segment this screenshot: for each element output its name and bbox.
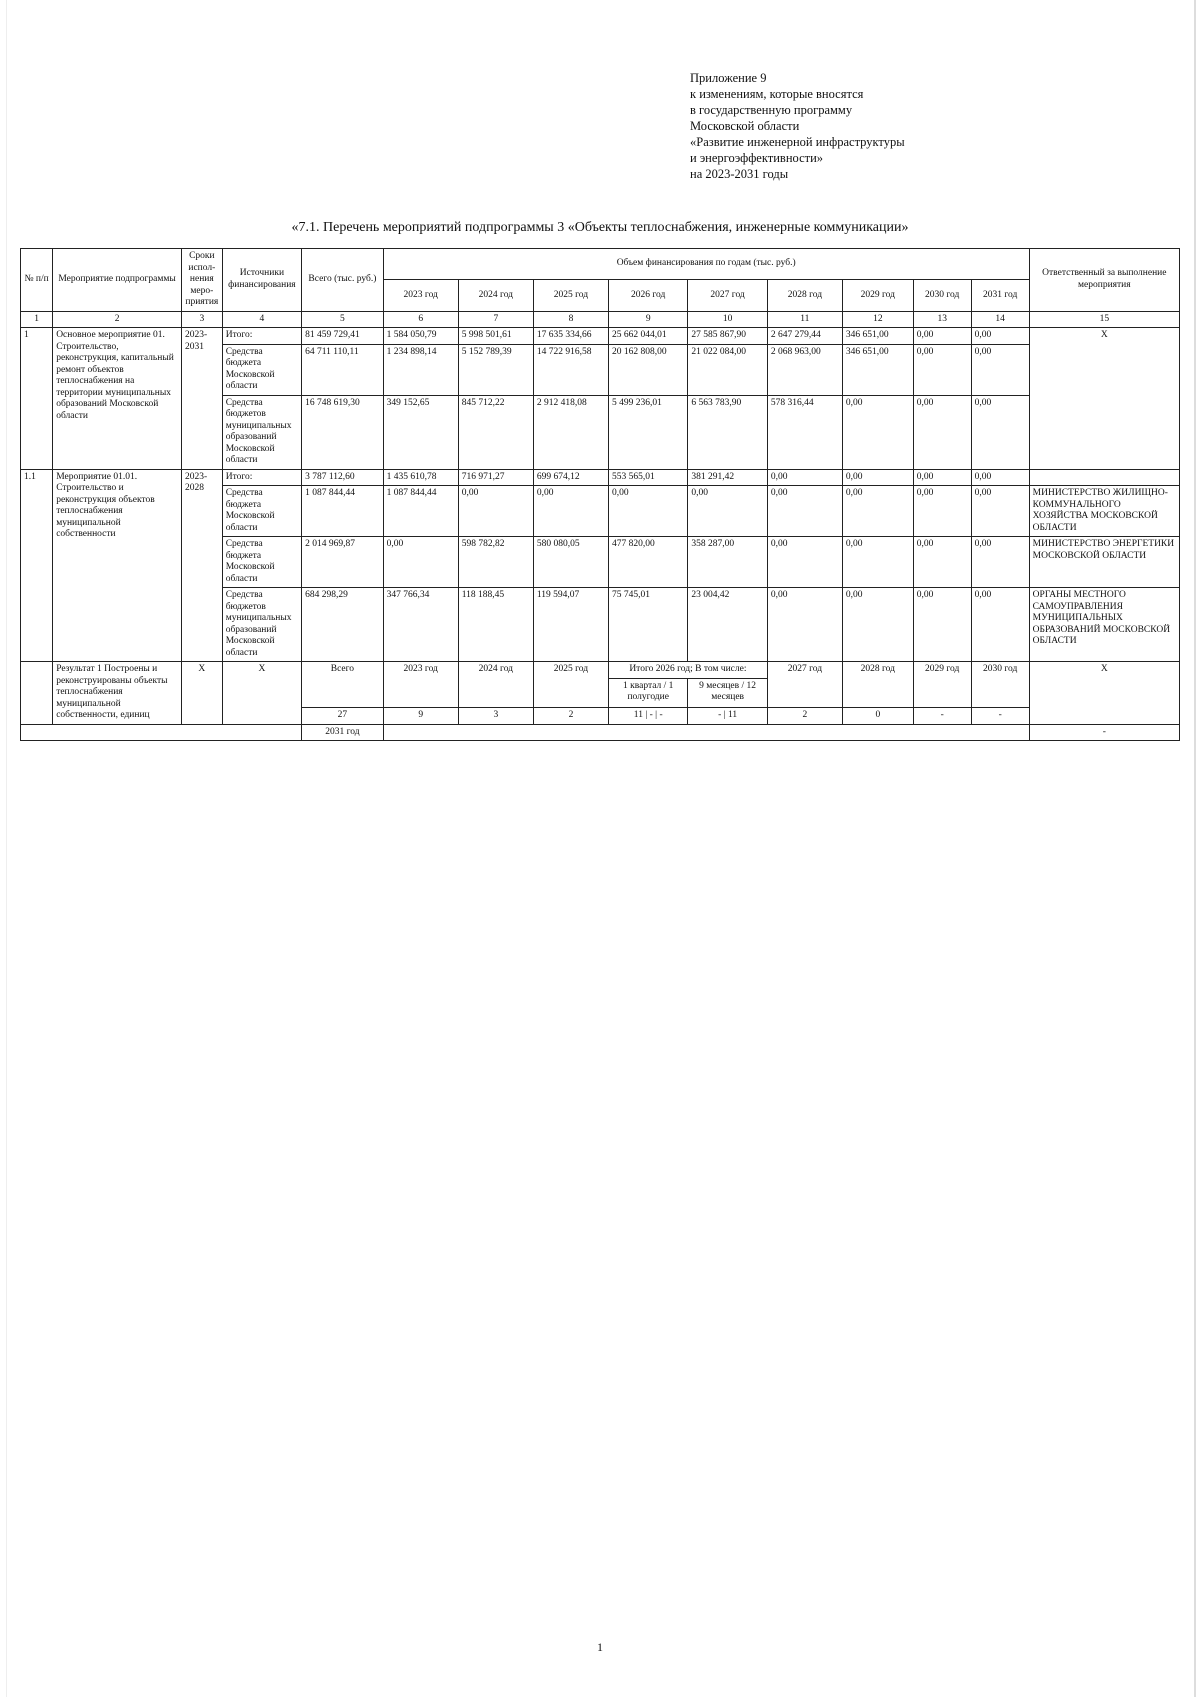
row-year-value: 27 585 867,90	[688, 328, 767, 345]
table-header-row	[21, 249, 1180, 280]
row-year-value: 0,00	[913, 344, 971, 395]
header-source: Источники финансирования	[222, 249, 301, 312]
row-year-value: 346 651,00	[842, 344, 913, 395]
row-year-value: 0,00	[913, 588, 971, 662]
column-number: 11	[767, 311, 842, 328]
appendix-line: и энергоэффективности»	[690, 151, 824, 165]
scan-edge	[6, 0, 7, 1697]
result-header-year: 2024 год	[458, 662, 533, 708]
result-total: 27	[302, 707, 384, 724]
row-year-value: 0,00	[913, 469, 971, 486]
row-year-value: 580 080,05	[533, 537, 608, 588]
table-row	[21, 328, 1180, 345]
header-year: 2028 год	[767, 280, 842, 311]
result-year-value: 2	[533, 707, 608, 724]
result-year-value: 0	[842, 707, 913, 724]
result-year-value: 2	[767, 707, 842, 724]
header-num: № п/п	[21, 249, 53, 312]
result-year-value: -	[913, 707, 971, 724]
header-total: Всего (тыс. руб.)	[302, 249, 384, 312]
result-header-2026: Итого 2026 год; В том числе:	[609, 662, 768, 679]
row-source: Средства бюджетов муниципальных образований Московской области	[222, 588, 301, 662]
row-source: Итого:	[222, 469, 301, 486]
row-year-value: 0,00	[971, 328, 1029, 345]
row-total: 16 748 619,30	[302, 395, 384, 469]
row-year-value: 0,00	[913, 486, 971, 537]
row-year-value: 2 647 279,44	[767, 328, 842, 345]
result-header-m9: 9 месяцев	[699, 680, 740, 691]
column-number: 13	[913, 311, 971, 328]
row-total: 1 087 844,44	[302, 486, 384, 537]
appendix-line: Московской области	[690, 119, 800, 133]
row-year-value: 0,00	[533, 486, 608, 537]
result-header-year: 2029 год	[913, 662, 971, 708]
row-year-value: 1 435 610,78	[383, 469, 458, 486]
result-header-year: 2025 год	[533, 662, 608, 708]
result-q1: -	[649, 709, 653, 720]
result-responsible: Х	[1029, 662, 1179, 725]
result-header-m12: 12 месяцев	[711, 680, 757, 703]
result-header-year: 2030 год	[971, 662, 1029, 708]
result-header-quarters: 1 квартал / 1 полугодие	[609, 678, 688, 707]
column-number: 15	[1029, 311, 1179, 328]
row-year-value: 0,00	[971, 395, 1029, 469]
row-event: Мероприятие 01.01. Строительство и реконструкция объектов теплоснабжения муниципальной собственности	[53, 469, 182, 662]
result-2031-row	[21, 724, 1180, 741]
row-total: 2 014 969,87	[302, 537, 384, 588]
row-num	[21, 662, 53, 725]
row-year-value: 1 087 844,44	[383, 486, 458, 537]
result-header-months: 9 месяцев / 12 месяцев	[688, 678, 767, 707]
column-number: 7	[458, 311, 533, 328]
row-year-value: 346 651,00	[842, 328, 913, 345]
appendix-header	[690, 70, 1160, 182]
header-year: 2025 год	[533, 280, 608, 311]
row-year-value: 0,00	[971, 344, 1029, 395]
row-year-value: 0,00	[458, 486, 533, 537]
page-title: «7.1. Перечень мероприятий подпрограммы 3 «Объекты теплоснабжения, инженерные коммуникации»	[291, 220, 909, 235]
row-responsible: Х	[1029, 328, 1179, 470]
row-year-value: 0,00	[842, 395, 913, 469]
row-year-value: 358 287,00	[688, 537, 767, 588]
result-header-year: 2027 год	[767, 662, 842, 708]
row-year-value: 0,00	[767, 486, 842, 537]
row-responsible: МИНИСТЕРСТВО ЖИЛИЩНО-КОММУНАЛЬНОГО ХОЗЯЙСТВА МОСКОВСКОЙ ОБЛАСТИ	[1029, 486, 1179, 537]
row-year-value: 14 722 916,58	[533, 344, 608, 395]
row-year-value: 20 162 808,00	[609, 344, 688, 395]
row-year-value: 0,00	[913, 395, 971, 469]
row-responsible: ОРГАНЫ МЕСТНОГО САМОУПРАВЛЕНИЯ МУНИЦИПАЛЬНЫХ ОБРАЗОВАНИЙ МОСКОВСКОЙ ОБЛАСТИ	[1029, 588, 1179, 662]
result-2026-values: 11 | - | -	[609, 707, 688, 724]
spacer-cell	[21, 724, 302, 741]
row-responsible	[1029, 469, 1179, 486]
result-y2030: -	[998, 709, 1002, 720]
row-year-value: 845 712,22	[458, 395, 533, 469]
row-year-value: 716 971,27	[458, 469, 533, 486]
row-year-value: 0,00	[971, 588, 1029, 662]
row-event: Основное мероприятие 01. Строительство, реконструкция, капитальный ремонт объектов теплоснабжения на территории муниципальных образований Московской области	[53, 328, 182, 470]
column-number: 10	[688, 311, 767, 328]
row-source: Средства бюджета Московской области	[222, 344, 301, 395]
row-total: 64 711 110,11	[302, 344, 384, 395]
row-year-value: 6 563 783,90	[688, 395, 767, 469]
result-header-total: Всего	[302, 662, 384, 708]
row-year-value: 0,00	[971, 486, 1029, 537]
result-h1: -	[659, 709, 663, 720]
appendix-line: Приложение 9	[690, 71, 767, 85]
column-number: 9	[609, 311, 688, 328]
row-terms: 2023-2028	[181, 469, 222, 662]
header-year: 2027 год	[688, 280, 767, 311]
row-terms: 2023-2031	[181, 328, 222, 470]
page-number: 1	[597, 1640, 603, 1654]
row-total: 684 298,29	[302, 588, 384, 662]
column-number: 12	[842, 311, 913, 328]
row-year-value: 5 998 501,61	[458, 328, 533, 345]
appendix-line: «Развитие инженерной инфраструктуры	[690, 135, 905, 149]
row-source: Средства бюджета Московской области	[222, 537, 301, 588]
column-number: 5	[302, 311, 384, 328]
row-year-value: 0,00	[383, 537, 458, 588]
appendix-line: к изменениям, которые вносятся	[690, 87, 864, 101]
row-year-value: 0,00	[842, 537, 913, 588]
result-year-value: 3	[458, 707, 533, 724]
events-table	[20, 248, 1180, 741]
header-year: 2031 год	[971, 280, 1029, 311]
row-year-value: 0,00	[971, 537, 1029, 588]
row-year-value: 0,00	[609, 486, 688, 537]
row-source: Средства бюджета Московской области	[222, 486, 301, 537]
result-header-q1: 1 квартал	[623, 680, 662, 691]
row-year-value: 0,00	[688, 486, 767, 537]
column-number: 4	[222, 311, 301, 328]
header-terms: Сроки испол-нения меро-приятия	[181, 249, 222, 312]
column-number: 8	[533, 311, 608, 328]
row-source: Итого:	[222, 328, 301, 345]
spacer-cell	[383, 724, 1029, 741]
header-volume: Объем финансирования по годам (тыс. руб.)	[383, 249, 1029, 280]
table-row	[21, 469, 1180, 486]
row-year-value: 0,00	[842, 469, 913, 486]
row-responsible: МИНИСТЕРСТВО ЭНЕРГЕТИКИ МОСКОВСКОЙ ОБЛАСТИ	[1029, 537, 1179, 588]
header-responsible: Ответственный за выполнение мероприятия	[1029, 249, 1179, 312]
events-table-wrapper	[20, 248, 1180, 741]
column-number: 2	[53, 311, 182, 328]
result-itogo2026: 11	[633, 709, 643, 720]
result-header-itogo2026: Итого 2026 год	[629, 664, 691, 674]
row-year-value: 699 674,12	[533, 469, 608, 486]
row-year-value: 5 152 789,39	[458, 344, 533, 395]
row-year-value: 0,00	[971, 469, 1029, 486]
row-year-value: 553 565,01	[609, 469, 688, 486]
header-year: 2024 год	[458, 280, 533, 311]
row-year-value: 118 188,45	[458, 588, 533, 662]
column-number: 6	[383, 311, 458, 328]
header-year: 2030 год	[913, 280, 971, 311]
row-year-value: 578 316,44	[767, 395, 842, 469]
row-year-value: 0,00	[767, 588, 842, 662]
row-year-value: 119 594,07	[533, 588, 608, 662]
result-header-row	[21, 662, 1180, 679]
column-number: 14	[971, 311, 1029, 328]
row-year-value: 75 745,01	[609, 588, 688, 662]
row-year-value: 5 499 236,01	[609, 395, 688, 469]
row-year-value: 0,00	[767, 537, 842, 588]
column-numbers-row	[21, 311, 1180, 328]
row-num: 1.1	[21, 469, 53, 662]
row-year-value: 349 152,65	[383, 395, 458, 469]
row-year-value: 598 782,82	[458, 537, 533, 588]
column-number: 3	[181, 311, 222, 328]
row-num: 1	[21, 328, 53, 470]
column-number: 1	[21, 311, 53, 328]
result-m12: 11	[727, 709, 738, 720]
row-year-value: 477 820,00	[609, 537, 688, 588]
result-header-year: 2031 год	[302, 724, 384, 741]
result-header-year: 2028 год	[842, 662, 913, 708]
row-year-value: 23 004,42	[688, 588, 767, 662]
row-year-value: 381 291,42	[688, 469, 767, 486]
row-year-value: 0,00	[913, 328, 971, 345]
result-year-value: 9	[383, 707, 458, 724]
row-year-value: 21 022 084,00	[688, 344, 767, 395]
result-year-value: -	[1029, 724, 1179, 741]
row-year-value: 2 068 963,00	[767, 344, 842, 395]
row-year-value: 25 662 044,01	[609, 328, 688, 345]
row-year-value: 1 234 898,14	[383, 344, 458, 395]
row-year-value: 347 766,34	[383, 588, 458, 662]
header-year: 2023 год	[383, 280, 458, 311]
row-year-value: 2 912 418,08	[533, 395, 608, 469]
result-header-incl: В том числе:	[695, 664, 747, 674]
header-event: Мероприятие подпрограммы	[53, 249, 182, 312]
header-year: 2026 год	[609, 280, 688, 311]
row-year-value: 0,00	[913, 537, 971, 588]
row-year-value: 1 584 050,79	[383, 328, 458, 345]
row-year-value: 0,00	[767, 469, 842, 486]
row-year-value: 0,00	[842, 588, 913, 662]
row-year-value: 17 635 334,66	[533, 328, 608, 345]
result-year-value	[971, 707, 1029, 724]
header-year: 2029 год	[842, 280, 913, 311]
scan-edge	[1194, 0, 1196, 1697]
row-source: Средства бюджетов муниципальных образований Московской области	[222, 395, 301, 469]
result-header-h1: 1 полугодие	[627, 680, 674, 703]
result-event: Результат 1 Построены и реконструированы объекты теплоснабжения муниципальной собственности, единиц	[53, 662, 182, 725]
result-header-year: 2023 год	[383, 662, 458, 708]
appendix-line: в государственную программу	[690, 103, 853, 117]
result-source: Х	[222, 662, 301, 725]
appendix-line: на 2023-2031 годы	[690, 167, 789, 181]
row-total: 81 459 729,41	[302, 328, 384, 345]
result-2026-months-values: - | 11	[688, 707, 767, 724]
result-m9: -	[718, 709, 722, 720]
result-terms: Х	[181, 662, 222, 725]
row-year-value: 0,00	[842, 486, 913, 537]
row-total: 3 787 112,60	[302, 469, 384, 486]
